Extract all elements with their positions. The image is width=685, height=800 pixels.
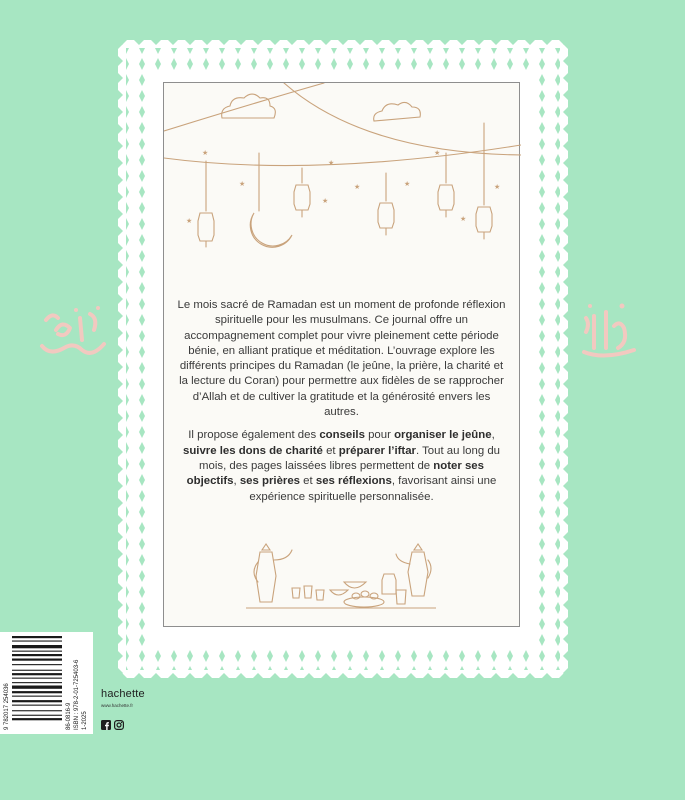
frame-notch: [321, 40, 331, 45]
publisher-name: hachette: [101, 688, 145, 700]
barcode-bar: [12, 664, 62, 665]
frame-notch: [563, 328, 568, 338]
frame-notch: [118, 90, 123, 100]
barcode-digits: 9 782017 254036: [4, 683, 10, 730]
frame-notch: [525, 40, 535, 45]
frame-notch: [118, 345, 123, 355]
frame-notch: [236, 673, 246, 678]
frame-notch: [118, 464, 123, 474]
frame-notch: [563, 345, 568, 355]
frame-notch: [563, 600, 568, 610]
frame-notch: [270, 40, 280, 45]
frame-notch: [168, 673, 178, 678]
frame-notch: [563, 583, 568, 593]
features-paragraph: Il propose également des conseils pour organiser le jeûne, suivre les dons de charité et préparer l’iftar. Tout au long du mois, des pages laissées libres permettent de noter ses objectifs, ses prières et ses réflexions, favorisant ainsi une expérience spirituelle personnalisée.: [182, 429, 501, 503]
frame-notch: [563, 498, 568, 508]
frame-notch: [118, 277, 123, 287]
frame-notch: [563, 243, 568, 253]
frame-notch: [563, 226, 568, 236]
frame-notch: [355, 673, 365, 678]
frame-notch: [118, 141, 123, 151]
frame-notch: [304, 40, 314, 45]
barcode-bar: [12, 705, 62, 706]
svg-text:★: ★: [460, 215, 467, 223]
frame-notch: [118, 294, 123, 304]
frame-notch: [563, 90, 568, 100]
frame-notch: [563, 260, 568, 270]
frame-notch: [563, 209, 568, 219]
frame-notch: [118, 498, 123, 508]
frame-notch: [118, 396, 123, 406]
frame-notch: [118, 73, 123, 83]
frame-notch: [563, 651, 568, 661]
barcode-bar: [12, 651, 62, 652]
frame-notch: [563, 141, 568, 151]
frame-notch: [118, 515, 123, 525]
barcode-bar: [12, 659, 62, 661]
frame-notch: [118, 600, 123, 610]
frame-notch: [118, 481, 123, 491]
barcode-code-1: 86-0816-9: [66, 702, 72, 730]
frame-notch: [423, 673, 433, 678]
frame-notch: [287, 40, 297, 45]
frame-notch: [338, 40, 348, 45]
instagram-icon: [114, 717, 124, 727]
svg-text:★: ★: [322, 197, 329, 205]
frame-notch: [406, 673, 416, 678]
barcode-bar: [12, 678, 62, 679]
frame-notch: [542, 40, 552, 45]
frame-notch: [185, 673, 195, 678]
frame-notch: [563, 549, 568, 559]
frame-notch: [134, 40, 144, 45]
svg-text:★: ★: [186, 217, 193, 225]
frame-notch: [118, 175, 123, 185]
frame-notch: [321, 673, 331, 678]
frame-notch: [563, 73, 568, 83]
frame-notch: [118, 447, 123, 457]
frame-notch: [563, 447, 568, 457]
frame-notch: [253, 40, 263, 45]
frame-notch: [563, 362, 568, 372]
frame-notch: [118, 209, 123, 219]
frame-notch: [270, 673, 280, 678]
barcode-bar: [12, 673, 62, 675]
content-panel: [163, 82, 520, 627]
frame-notch: [423, 40, 433, 45]
barcode-bar: [12, 641, 62, 642]
frame-notch: [118, 549, 123, 559]
frame-notch: [440, 40, 450, 45]
frame-notch: [563, 430, 568, 440]
frame-notch: [563, 515, 568, 525]
ramadan-garland-illustration: [164, 83, 521, 283]
publisher-site: www.hachette.fr: [101, 703, 134, 708]
barcode-bar: [12, 645, 62, 648]
frame-notch: [304, 673, 314, 678]
frame-notch: [219, 673, 229, 678]
frame-notch: [118, 566, 123, 576]
barcode-bar: [12, 710, 62, 711]
frame-notch: [118, 583, 123, 593]
frame-notch: [474, 40, 484, 45]
frame-notch: [338, 673, 348, 678]
frame-notch: [236, 40, 246, 45]
frame-notch: [151, 673, 161, 678]
barcode-bar: [12, 670, 62, 671]
frame-notch: [406, 40, 416, 45]
barcode-bar: [12, 686, 62, 689]
frame-notch: [134, 673, 144, 678]
frame-notch: [563, 124, 568, 134]
frame-notch: [185, 40, 195, 45]
frame-notch: [118, 56, 123, 66]
svg-text:★: ★: [404, 180, 411, 188]
frame-notch: [202, 673, 212, 678]
frame-notch: [355, 40, 365, 45]
frame-notch: [202, 40, 212, 45]
frame-notch: [151, 40, 161, 45]
frame-notch: [457, 673, 467, 678]
frame-notch: [563, 566, 568, 576]
frame-notch: [118, 311, 123, 321]
facebook-icon: [101, 717, 111, 727]
frame-notch: [563, 294, 568, 304]
barcode-area: [0, 632, 93, 734]
frame-notch: [118, 532, 123, 542]
frame-notch: [219, 40, 229, 45]
frame-notch: [118, 379, 123, 389]
barcode-code-3: 1-2025: [82, 711, 88, 730]
frame-notch: [563, 175, 568, 185]
barcode-bar: [12, 696, 62, 697]
frame-notch: [563, 617, 568, 627]
frame-notch: [168, 40, 178, 45]
svg-text:★: ★: [354, 183, 361, 191]
frame-notch: [118, 634, 123, 644]
barcode-bar: [12, 682, 62, 683]
frame-notch: [508, 673, 518, 678]
frame-notch: [389, 673, 399, 678]
allah-calligraphy-icon: [576, 292, 644, 364]
frame-notch: [118, 158, 123, 168]
frame-notch: [118, 362, 123, 372]
publisher-logo: [101, 688, 145, 708]
barcode-bar: [12, 691, 62, 693]
frame-notch: [563, 464, 568, 474]
frame-notch: [508, 40, 518, 45]
frame-notch: [440, 673, 450, 678]
barcode-bar: [12, 718, 62, 720]
frame-notch: [563, 634, 568, 644]
frame-notch: [563, 107, 568, 117]
barcode-bar: [12, 700, 62, 702]
svg-text:★: ★: [434, 149, 441, 157]
frame-notch: [118, 107, 123, 117]
frame-notch: [118, 260, 123, 270]
frame-notch: [372, 40, 382, 45]
frame-notch: [118, 226, 123, 236]
frame-notch: [118, 430, 123, 440]
frame-notch: [457, 40, 467, 45]
frame-notch: [491, 40, 501, 45]
frame-notch: [563, 158, 568, 168]
frame-notch: [118, 651, 123, 661]
barcode: [0, 632, 93, 734]
barcode-code-2: ISBN : 978-2-01-725403-6: [74, 659, 80, 730]
frame-notch: [542, 673, 552, 678]
social-icons: [101, 717, 124, 727]
frame-notch: [563, 192, 568, 202]
svg-text:★: ★: [328, 159, 335, 167]
back-cover-text: [176, 298, 507, 513]
frame-notch: [118, 124, 123, 134]
description-paragraph: Le mois sacré de Ramadan est un moment de profonde réflexion spirituelle pour les musulmans. Ce journal offre un accompagnement complet pour vivre pleinement cette période bénie, en alliant pratique et méditation. L’ouvrage explore les différents principes du Ramadan (le jeûne, la prière, la charité et la lecture du Coran) pour permettre aux fidèles de se rapprocher d’Allah et de cultiver la gratitude et la générosité envers les autres.: [177, 299, 506, 419]
frame-notch: [118, 328, 123, 338]
frame-notch: [372, 673, 382, 678]
frame-notch: [118, 243, 123, 253]
frame-notch: [525, 673, 535, 678]
svg-text:★: ★: [239, 180, 246, 188]
svg-text:★: ★: [202, 149, 209, 157]
frame-notch: [563, 396, 568, 406]
frame-notch: [118, 413, 123, 423]
frame-notch: [389, 40, 399, 45]
iftar-table-illustration: [246, 538, 436, 613]
barcode-bar: [12, 636, 62, 638]
frame-notch: [118, 192, 123, 202]
muhammad-calligraphy-icon: [36, 300, 110, 362]
frame-notch: [563, 56, 568, 66]
barcode-bar: [12, 654, 62, 656]
frame-notch: [118, 617, 123, 627]
frame-notch: [287, 673, 297, 678]
frame-notch: [563, 379, 568, 389]
frame-notch: [563, 481, 568, 491]
frame-notch: [563, 413, 568, 423]
svg-text:★: ★: [494, 183, 501, 191]
frame-notch: [563, 532, 568, 542]
frame-notch: [474, 673, 484, 678]
frame-notch: [253, 673, 263, 678]
frame-notch: [491, 673, 501, 678]
barcode-bar: [12, 715, 62, 716]
frame-notch: [563, 277, 568, 287]
frame-notch: [563, 311, 568, 321]
